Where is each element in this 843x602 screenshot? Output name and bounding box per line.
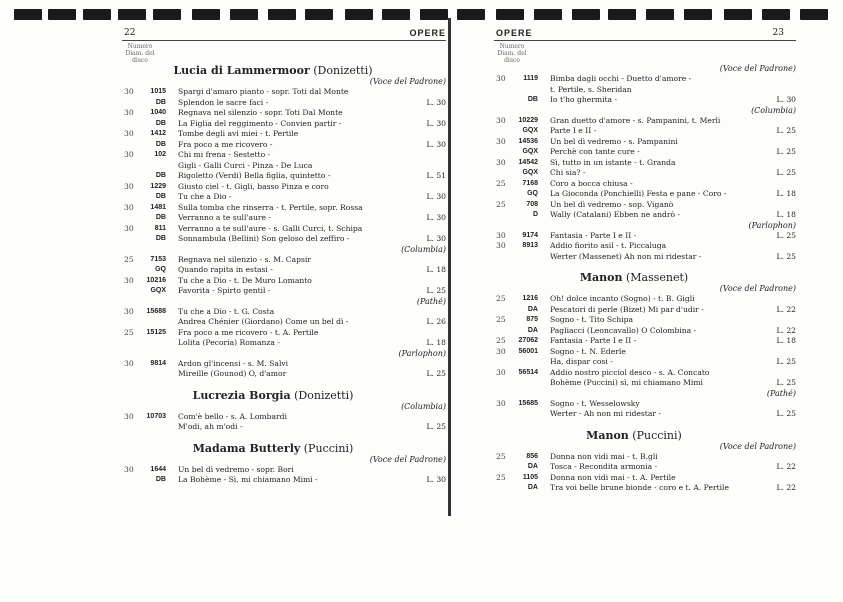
entry-text: Verranno a te sull'aure - s. Galli Curci, t. Schipa: [178, 223, 363, 233]
disc-diameter: 30: [496, 74, 506, 83]
disc-diameter: 25: [496, 315, 506, 324]
catalog-number: 56001: [518, 347, 538, 355]
catalog-row: [472, 399, 796, 410]
catalog-row: [472, 147, 796, 158]
entry-text: Ardon gl'incensi - s. M. Salvi: [178, 358, 289, 368]
catalog-number: 8913: [522, 242, 538, 249]
entry-text: t. Pertile, s. Sheridan: [550, 84, 632, 94]
catalog-row: [472, 483, 796, 494]
header-rule: [494, 40, 796, 41]
catalog-number: 7168: [522, 179, 538, 187]
catalog-number: DA: [527, 463, 538, 470]
tape-segment: [14, 9, 42, 20]
price: L. 18: [776, 189, 796, 198]
catalog-row: [100, 87, 446, 98]
left-page-header: [100, 26, 446, 40]
catalog-row: [100, 182, 446, 193]
price: L. 22: [776, 304, 796, 314]
price: L. 25: [426, 286, 446, 295]
entry-text: Donna non vidi mai - t. B.gli: [550, 451, 658, 461]
entry-text: Un bel dì vedremo - s. Pampanini: [550, 136, 678, 146]
tape-segment: [305, 9, 333, 20]
composer-name: (Donizetti): [290, 388, 354, 402]
tape-segment: [153, 9, 181, 20]
catalog-row: [472, 378, 796, 389]
catalog-number: 811: [154, 224, 166, 232]
record-label: (Voce del Padrone): [719, 284, 796, 293]
entry-text: Werter - Ah non mi ridestar -: [550, 409, 661, 418]
entry-text: Gigli - Galli Curci - Pinza - De Luca: [178, 160, 313, 170]
disc-diameter: 30: [124, 358, 134, 368]
catalog-number: GQX: [522, 169, 538, 176]
section-title: [100, 389, 446, 402]
catalog-row: [472, 85, 796, 96]
catalog-row: [472, 74, 796, 85]
catalog-number: DA: [527, 326, 538, 334]
tape-segment: [724, 9, 752, 20]
record-label: (Voce del Padrone): [719, 441, 796, 451]
col-header-number: Numero: [499, 43, 525, 50]
record-label: (Voce del Padrone): [369, 454, 446, 464]
price: L. 18: [776, 210, 796, 219]
catalog-row: [472, 357, 796, 368]
price: L. 25: [776, 147, 796, 156]
price: L. 25: [776, 126, 796, 135]
catalog-number: GQX: [522, 148, 538, 155]
catalog-number: DB: [527, 96, 538, 103]
entry-text: Sonnambula (Bellini) Son geloso del zeffiro -: [178, 234, 350, 243]
entry-text: Regnava nel silenzio - s. M. Capsir: [178, 254, 311, 264]
disc-diameter: 25: [496, 178, 506, 188]
page-spine: [448, 18, 451, 516]
left-page: [100, 26, 446, 486]
catalog-number: DB: [155, 98, 166, 106]
catalog-number: 1015: [150, 88, 166, 95]
catalog-row: [472, 473, 796, 484]
catalog-number: 1040: [150, 109, 166, 116]
opera-title: Lucia di Lammermoor: [173, 64, 310, 77]
price: L. 25: [776, 168, 796, 177]
catalog-row: [100, 369, 446, 380]
section-title: [100, 64, 446, 77]
catalog-number: 1481: [150, 203, 166, 211]
record-label: (Columbia): [401, 244, 446, 254]
tape-segment: [48, 9, 76, 20]
catalog-number: DB: [155, 235, 166, 242]
catalog-number: GQ: [155, 266, 166, 273]
catalog-row: [472, 326, 796, 337]
record-label: (Voce del Padrone): [719, 64, 796, 73]
price: L. 30: [426, 192, 446, 201]
catalog-number: GQX: [522, 127, 538, 134]
disc-diameter: 30: [124, 108, 134, 117]
catalog-row: [100, 465, 446, 476]
entry-text: Verranno a te sull'aure -: [178, 213, 271, 222]
disc-diameter: 30: [124, 150, 134, 159]
catalog-row: [100, 422, 446, 433]
record-label: (Voce del Padrone): [369, 77, 446, 86]
price: L. 22: [776, 325, 796, 335]
catalog-row: [100, 286, 446, 297]
entry-text: Werter (Massenet) Ah non mi ridestar -: [550, 251, 702, 261]
catalog-number: 102: [154, 151, 166, 158]
entry-text: Tu che a Dio -: [178, 192, 232, 201]
entry-text: Rigoletto (Verdi) Bella figlia, quintetto -: [178, 171, 331, 180]
catalog-row: [100, 171, 446, 182]
disc-diameter: 25: [496, 199, 506, 209]
tape-segment: [420, 9, 448, 20]
entry-text: Wally (Catalani) Ebben ne andrò -: [550, 210, 681, 219]
disc-diameter: 30: [496, 157, 506, 167]
catalog-number: 9174: [522, 231, 538, 239]
disc-diameter: 25: [496, 472, 506, 482]
catalog-row: [472, 452, 796, 463]
opera-title: Madama Butterly: [192, 441, 301, 455]
catalog-row: [472, 462, 796, 473]
price: L. 30: [426, 97, 446, 107]
disc-diameter: 30: [124, 275, 134, 285]
entry-text: Oh! dolce incanto (Sogno) - t. B. Gigli: [550, 294, 695, 303]
catalog-number: 27062: [518, 337, 538, 344]
catalog-row: [472, 95, 796, 106]
record-label: (Pathé): [766, 388, 796, 398]
price: L. 25: [776, 357, 796, 366]
tape-segment: [192, 9, 220, 20]
catalog-number: 1216: [522, 295, 538, 302]
price: L. 18: [426, 338, 446, 347]
page-number: 22: [124, 28, 136, 38]
header-rule: [122, 40, 446, 41]
catalog-number: DB: [155, 193, 166, 200]
entry-text: Sogno - t. Tito Schipa: [550, 315, 634, 324]
catalog-row: [100, 150, 446, 161]
price: L. 22: [776, 462, 796, 471]
entry-text: Com'è bello - s. A. Lombardi: [178, 411, 287, 421]
tape-segment: [345, 9, 373, 20]
catalog-row: [100, 234, 446, 245]
price: L. 30: [426, 139, 446, 149]
entry-text: Tombe degli avi miei - t. Pertile: [178, 129, 299, 138]
disc-diameter: 30: [124, 181, 134, 191]
catalog-number: 1412: [150, 130, 166, 137]
disc-diameter: 30: [496, 367, 506, 377]
catalog-row: [472, 179, 796, 190]
disc-diameter: 30: [496, 115, 506, 125]
catalog-row: [100, 265, 446, 276]
catalog-row: [472, 336, 796, 347]
right-page: [472, 26, 796, 494]
catalog-row: [472, 200, 796, 211]
disc-diameter: 25: [124, 327, 134, 337]
catalog-number: DB: [155, 476, 166, 483]
catalog-row: [472, 116, 796, 127]
catalog-number: D: [532, 211, 538, 218]
opera-title: Lucrezia Borgia: [192, 388, 291, 402]
catalog-number: DA: [527, 484, 538, 491]
right-page-header: [472, 26, 796, 40]
catalog-row: [100, 328, 446, 339]
catalog-row: [472, 137, 796, 148]
entry-text: Sogno - t. N. Ederle: [550, 346, 626, 356]
entry-text: Pescatori di perle (Bizet) Mi par d'udir -: [550, 304, 704, 314]
left-page-body: [100, 43, 446, 486]
right-page-body: [472, 43, 796, 494]
catalog-row: [100, 140, 446, 151]
catalog-number: 856: [526, 452, 538, 460]
record-label: (Columbia): [751, 105, 796, 115]
catalog-row: [100, 255, 446, 266]
price: L. 30: [426, 118, 446, 128]
section-title: [472, 271, 796, 284]
running-header: OPERE: [496, 28, 533, 38]
catalog-row: [100, 161, 446, 172]
entry-text: Splendon le sacre faci -: [178, 97, 269, 107]
catalog-number: 9814: [150, 359, 166, 367]
tape-segment: [646, 9, 674, 20]
entry-text: Tu che a Dio - t. G. Costa: [178, 306, 275, 316]
price: L. 26: [426, 317, 446, 326]
disc-diameter: 30: [124, 129, 134, 138]
binding-tape: [0, 9, 843, 21]
entry-text: Gran duetto d'amore - s. Pampanini, t. Merli: [550, 115, 721, 125]
entry-text: Perchè con tante cure -: [550, 147, 640, 156]
entry-text: Chi sia? -: [550, 168, 586, 177]
price: L. 25: [776, 378, 796, 387]
tape-segment: [230, 9, 258, 20]
disc-diameter: 30: [124, 411, 134, 421]
entry-text: Lolita (Pecoria) Romanza -: [178, 338, 280, 347]
entry-text: Spargi d'amaro pianto - sopr. Toti dal Monte: [178, 87, 349, 96]
running-header: OPERE: [409, 28, 446, 38]
catalog-number: 1229: [150, 182, 166, 190]
entry-text: Fantasia - Parte I e II -: [550, 336, 637, 345]
entry-text: Ha, dispar cosi -: [550, 357, 613, 366]
price: L. 22: [776, 483, 796, 492]
entry-text: Giusto ciel - t. Gigli, basso Pinza e coro: [178, 181, 329, 191]
catalog-row: [100, 192, 446, 203]
disc-diameter: 30: [496, 241, 506, 250]
catalog-number: DB: [155, 119, 166, 127]
catalog-row: [472, 315, 796, 326]
entry-text: Sogno - t. Wesselowsky: [550, 398, 640, 408]
catalog-row: [472, 347, 796, 358]
price: L. 30: [426, 234, 446, 243]
catalog-row: [100, 98, 446, 109]
disc-diameter: 30: [124, 464, 134, 474]
tape-segment: [457, 9, 485, 20]
catalog-row: [472, 189, 796, 200]
catalog-number: 1105: [522, 473, 538, 481]
entry-text: Addio fiorito asil - t. Piccaluga: [550, 241, 667, 250]
entry-text: Bimba dagli occhi - Duetto d'amore -: [550, 74, 692, 83]
disc-diameter: 30: [124, 87, 134, 96]
tape-segment: [496, 9, 524, 20]
entry-text: Tra voi belle brune bionde - coro e t. A. Pertile: [550, 483, 729, 492]
catalog-number: 10216: [146, 276, 166, 284]
disc-diameter: 30: [124, 223, 134, 233]
entry-text: Fra poco a me ricovero -: [178, 139, 273, 149]
catalog-row: [100, 307, 446, 318]
entry-text: Fantasia - Parte I e II -: [550, 230, 637, 240]
catalog-row: [100, 317, 446, 328]
catalog-row: [100, 203, 446, 214]
entry-text: Sulla tomba che rinserra - t. Pertile, sopr. Rossa: [178, 202, 363, 212]
page-number: 23: [772, 28, 784, 38]
col-header-diam: Diam. del disco: [125, 50, 155, 64]
catalog-row: [472, 305, 796, 316]
disc-diameter: 30: [496, 136, 506, 146]
catalog-number: 708: [526, 200, 538, 208]
disc-diameter: 25: [496, 336, 506, 345]
catalog-number: DB: [155, 140, 166, 148]
composer-name: (Massenet): [622, 271, 689, 284]
catalog-number: 875: [526, 316, 538, 323]
composer-name: (Puccini): [628, 428, 682, 442]
entry-text: Mireille (Gounod) O, d'amor: [178, 369, 287, 378]
catalog-number: GQX: [150, 287, 166, 294]
entry-text: Io t'ho ghermita -: [550, 95, 618, 104]
tape-segment: [762, 9, 790, 20]
tape-segment: [382, 9, 410, 20]
catalog-row: [472, 158, 796, 169]
catalog-row: [472, 294, 796, 305]
catalog-number: DB: [155, 172, 166, 179]
section-title: [100, 442, 446, 455]
entry-text: Un bel dì vedremo - sopr. Bori: [178, 464, 294, 474]
price: L. 25: [776, 230, 796, 240]
catalog-number: 15688: [146, 307, 166, 315]
tape-segment: [118, 9, 146, 20]
catalog-row: [472, 368, 796, 379]
entry-text: La Figlia del reggimento - Convien partir -: [178, 118, 342, 128]
catalog-number: 1644: [150, 465, 166, 473]
entry-text: Coro a bocca chiusa -: [550, 178, 633, 188]
catalog-row: [472, 409, 796, 420]
catalog-row: [100, 276, 446, 287]
entry-text: Sì, tutto in un istante - t. Granda: [550, 157, 676, 167]
record-label: (Columbia): [401, 401, 446, 411]
entry-text: Regnava nel silenzio - sopr. Toti Dal Monte: [178, 108, 343, 117]
entry-text: La Gioconda (Ponchielli) Festa e pane - Coro -: [550, 189, 727, 198]
record-label: (Pathé): [416, 296, 446, 306]
catalog-row: [100, 412, 446, 423]
tape-segment: [684, 9, 712, 20]
col-header: [120, 43, 160, 64]
catalog-row: [100, 224, 446, 235]
disc-diameter: 30: [124, 202, 134, 212]
composer-name: (Puccini): [300, 441, 354, 455]
catalog-number: 10229: [518, 116, 538, 124]
entry-text: Addio nostro picciol desco - s. A. Concato: [550, 367, 710, 377]
entry-text: Parte I e II -: [550, 126, 597, 135]
catalog-row: [100, 119, 446, 130]
price: L. 18: [426, 265, 446, 274]
catalog-row: [472, 210, 796, 221]
entry-text: M'odi, ah m'odi -: [178, 422, 243, 431]
catalog-number: 10703: [146, 412, 166, 420]
tape-segment: [608, 9, 636, 20]
catalog-number: 15125: [146, 328, 166, 336]
price: L. 18: [776, 336, 796, 345]
tape-segment: [800, 9, 828, 20]
col-header-number: Numero: [127, 43, 153, 50]
disc-diameter: 30: [496, 230, 506, 240]
catalog-row: [100, 359, 446, 370]
price: L. 25: [426, 422, 446, 431]
record-label: (Parlophon): [398, 348, 446, 358]
tape-segment: [83, 9, 111, 20]
catalog-row: [100, 475, 446, 486]
disc-diameter: 25: [496, 451, 506, 461]
entry-text: Donna non vidi mai - t. A. Pertile: [550, 472, 676, 482]
opera-title: Manon: [586, 428, 629, 442]
price: L. 30: [776, 95, 796, 104]
catalog-number: DA: [527, 305, 538, 313]
catalog-number: 15685: [518, 399, 538, 407]
catalog-row: [472, 231, 796, 242]
catalog-row: [472, 126, 796, 137]
catalog-row: [472, 168, 796, 179]
catalog-row: [472, 241, 796, 252]
disc-diameter: 30: [124, 306, 134, 316]
entry-text: Quando rapita in estasi -: [178, 265, 273, 274]
entry-text: Un bel dì vedremo - sop. Viganò: [550, 199, 674, 209]
disc-diameter: 30: [496, 346, 506, 356]
price: L. 25: [776, 409, 796, 418]
col-header-diam: Diam. del disco: [497, 50, 527, 64]
opera-title: Manon: [579, 271, 623, 284]
entry-text: Bohème (Puccini) sì, mi chiamano Mimì: [550, 378, 703, 387]
section-title: [472, 429, 796, 442]
catalog-row: [100, 338, 446, 349]
catalog-row: [100, 129, 446, 140]
entry-text: Fra poco a me ricovero - t. A. Pertile: [178, 327, 319, 337]
catalog-number: DB: [155, 214, 166, 221]
disc-diameter: 25: [124, 254, 134, 264]
catalog-row: [472, 252, 796, 263]
disc-diameter: 25: [496, 294, 506, 303]
price: L. 30: [426, 213, 446, 222]
catalog-row: [100, 213, 446, 224]
catalog-number: GQ: [527, 190, 538, 197]
entry-text: Andrea Chénier (Giordano) Come un bel dì -: [178, 317, 349, 326]
entry-text: Pagliacci (Leoncavallo) O Colombina -: [550, 325, 697, 335]
entry-text: Chi mi frena - Sestetto -: [178, 150, 271, 159]
entry-text: Tu che a Dio - t. De Muro Lomanto: [178, 275, 312, 285]
entry-text: Tosca - Recondita armonia -: [550, 462, 658, 471]
catalog-number: 14542: [518, 158, 538, 166]
catalog-number: 7153: [150, 255, 166, 263]
price: L. 25: [776, 251, 796, 261]
tape-segment: [534, 9, 562, 20]
tape-segment: [572, 9, 600, 20]
col-header: [492, 43, 532, 64]
price: L. 30: [426, 475, 446, 484]
disc-diameter: 30: [496, 398, 506, 408]
catalog-row: [100, 108, 446, 119]
record-label: (Parlophon): [748, 220, 796, 230]
catalog-number: 1119: [523, 75, 538, 82]
composer-name: (Donizetti): [309, 64, 373, 77]
catalog-number: 14536: [518, 137, 538, 145]
catalog-number: 56514: [518, 368, 538, 376]
price: L. 51: [426, 171, 446, 180]
entry-text: Favorita - Spirto gentil -: [178, 286, 271, 295]
price: L. 25: [426, 369, 446, 378]
tape-segment: [268, 9, 296, 20]
entry-text: La Bohème - Sì, mi chiamano Mimì -: [178, 475, 318, 484]
